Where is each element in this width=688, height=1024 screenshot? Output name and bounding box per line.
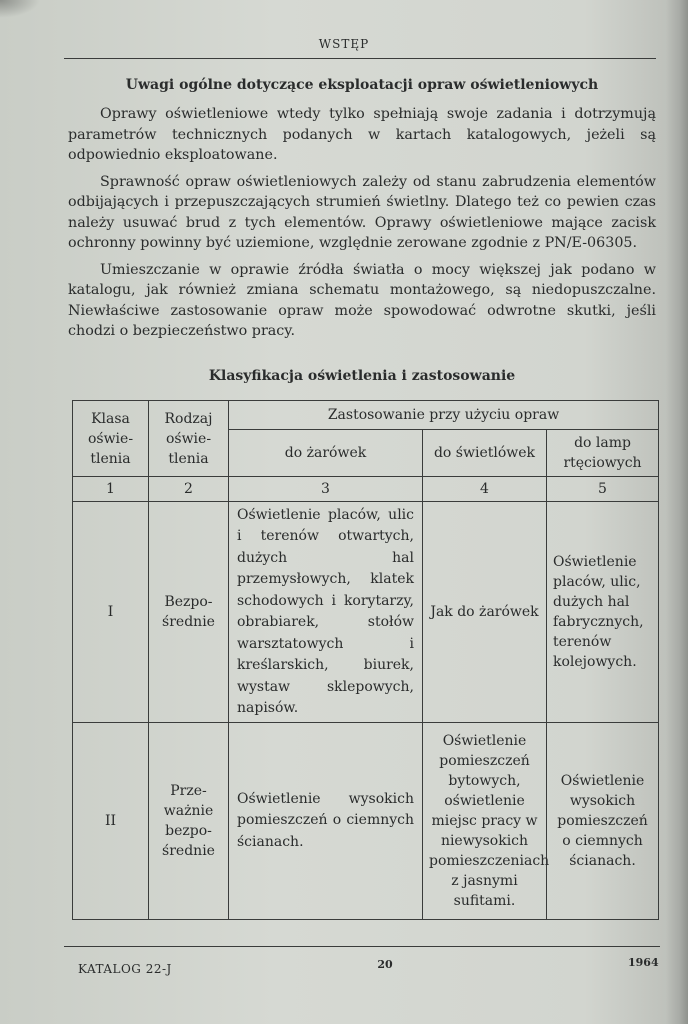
cell-klasa: II bbox=[73, 723, 149, 920]
page-corner-shadow bbox=[0, 0, 40, 18]
section-title: Uwagi ogólne dotyczące eksploatacji opraw oświetleniowych bbox=[125, 77, 599, 93]
header-klasa: Klasa oświe- tlenia bbox=[73, 401, 149, 477]
header-rule bbox=[64, 58, 656, 59]
running-header: WSTĘP bbox=[318, 37, 370, 51]
table-row bbox=[73, 502, 659, 723]
cell-swietlowek: Jak do żarówek bbox=[423, 502, 547, 723]
column-number: 1 bbox=[73, 477, 149, 502]
footer-year: 1964 bbox=[628, 956, 659, 969]
column-number: 4 bbox=[423, 477, 547, 502]
header-zastosowanie: Zastosowanie przy użyciu opraw bbox=[229, 401, 659, 430]
classification-table bbox=[72, 400, 659, 920]
column-number-row bbox=[73, 477, 659, 502]
cell-lamp: Oświetlenie wysokich pomieszczeń o ciemnych ścianach. bbox=[547, 723, 659, 920]
column-number: 2 bbox=[149, 477, 229, 502]
column-number: 5 bbox=[547, 477, 659, 502]
page-number: 20 bbox=[377, 958, 393, 971]
page-binding-edge bbox=[666, 0, 688, 1024]
paragraph-1: Oprawy oświetleniowe wtedy tylko spełniają swoje zadania i dotrzymują parametrów technicznych podanych w kartach katalogowych, jeżeli są odpowiednio eksploatowane. bbox=[68, 106, 656, 163]
cell-zarowek: Oświetlenie placów, ulic i terenów otwartych, dużych hal przemysłowych, klatek schodowych i korytarzy, obrabiarek, stołów warsztatowych i kreślarskich, biurek, wystaw sklepowych, napisów. bbox=[229, 502, 423, 723]
table-title: Klasyfikacja oświetlenia i zastosowanie bbox=[208, 368, 516, 384]
table-header-row bbox=[73, 401, 659, 430]
cell-lamp: Oświetlenie placów, ulic, dużych hal fabrycznych, terenów kolejowych. bbox=[547, 502, 659, 723]
paragraph-2: Sprawność opraw oświetleniowych zależy od stanu zabrudzenia elementów odbijających i przepuszczających strumień świetlny. Dlatego też co pewien czas należy usuwać brud z tych elementów. Oprawy oświetleniowe mające zacisk ochronny powinny być uziemione, względnie zerowane zgodnie z PN/E-06305. bbox=[68, 173, 656, 251]
cell-swietlowek: Oświetlenie pomieszczeń bytowych, oświetlenie miejsc pracy w niewysokich pomieszczeniach z jasnymi sufitami. bbox=[423, 723, 547, 920]
cell-klasa: I bbox=[73, 502, 149, 723]
cell-zarowek: Oświetlenie wysokich pomieszczeń o ciemnych ścianach. bbox=[229, 723, 423, 920]
column-number: 3 bbox=[229, 477, 423, 502]
table-row bbox=[73, 723, 659, 920]
footer-rule bbox=[64, 946, 660, 947]
header-zarowek: do żarówek bbox=[229, 430, 423, 477]
section-body bbox=[68, 104, 656, 348]
cell-rodzaj: Prze- ważnie bezpo- średnie bbox=[149, 723, 229, 920]
cell-rodzaj: Bezpo- średnie bbox=[149, 502, 229, 723]
header-lamp: do lamp rtęciowych bbox=[547, 430, 659, 477]
header-rodzaj: Rodzaj oświe- tlenia bbox=[149, 401, 229, 477]
header-swietlowek: do świetlówek bbox=[423, 430, 547, 477]
footer-catalog: KATALOG 22-J bbox=[78, 962, 172, 976]
paragraph-3: Umieszczanie w oprawie źródła światła o mocy większej jak podano w katalogu, jak również zmiana schematu montażowego, są niedopuszczalne. Niewłaściwe zastosowanie opraw może spowodować odwrotne skutki, jeśli chodzi o bezpieczeństwo pracy. bbox=[68, 261, 656, 339]
